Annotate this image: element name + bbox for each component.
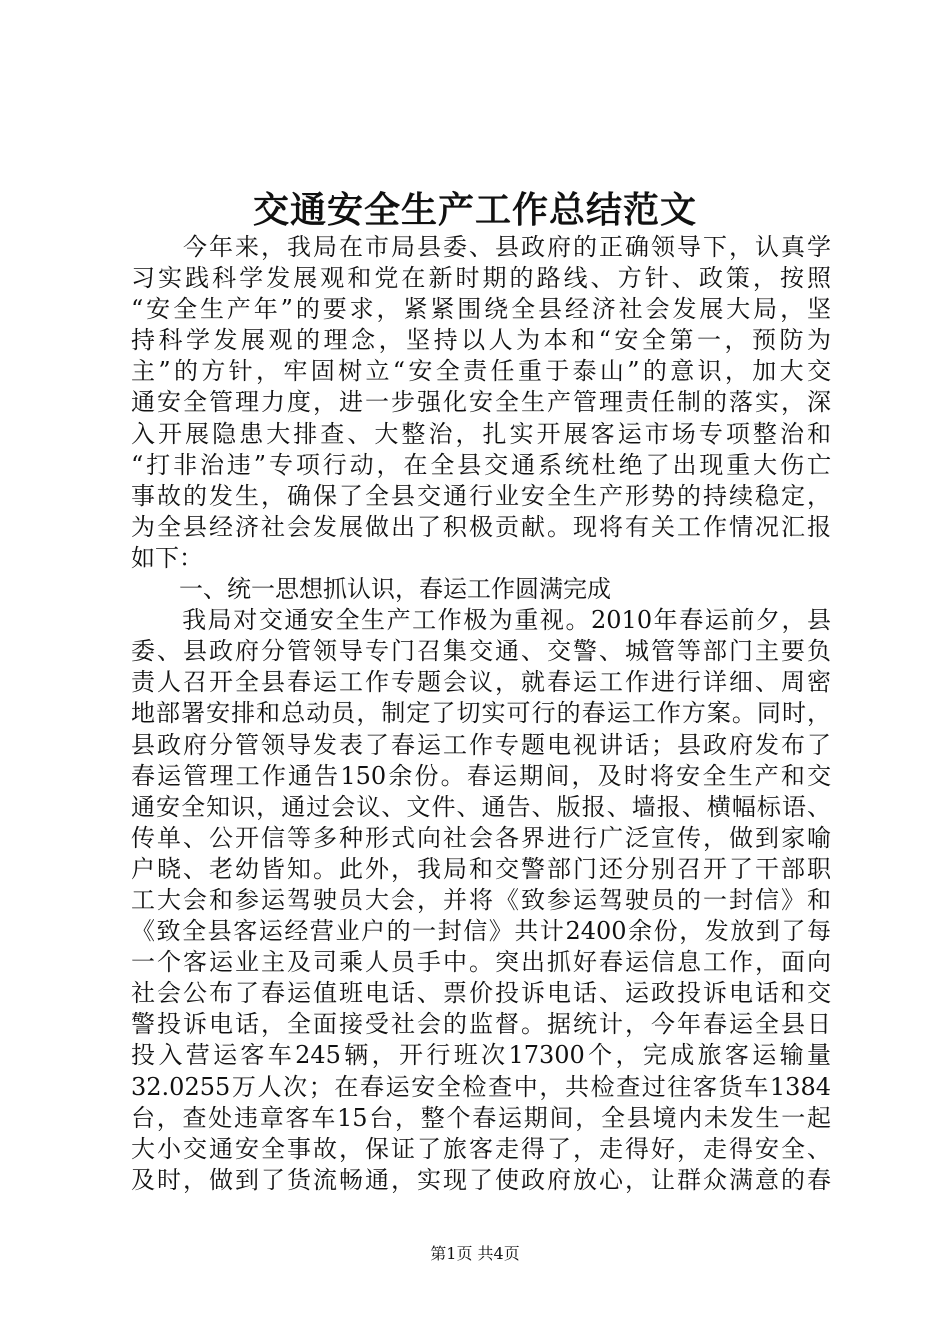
body-line: 传单、公开信等多种形式向社会各界进行广泛宣传，做到家喻 [131, 823, 831, 852]
body-line: 主”的方针，牢固树立“安全责任重于泰山”的意识，加大交 [131, 357, 831, 386]
body-line: 如下： [131, 543, 203, 572]
body-line: “安全生产年”的要求，紧紧围绕全县经济社会发展大局，坚 [131, 295, 831, 324]
body-line: 投入营运客车245辆，开行班次17300个，完成旅客运输量 [131, 1041, 831, 1070]
body-line: 责人召开全县春运工作专题会议，就春运工作进行详细、周密 [131, 668, 831, 697]
body-line: 一、统一思想抓认识，春运工作圆满完成 [131, 575, 611, 604]
document-title: 交通安全生产工作总结范文 [252, 189, 697, 231]
page-footer: 第1页 共4页 [430, 1244, 520, 1263]
body-line: 入开展隐患大排查、大整治，扎实开展客运市场专项整治和 [131, 419, 831, 448]
body-line: 《致全县客运经营业户的一封信》共计2400余份，发放到了每 [131, 917, 831, 946]
body-line: 县政府分管领导发表了春运工作专题电视讲话；县政府发布了 [131, 730, 831, 759]
body-line: 春运管理工作通告150余份。春运期间，及时将安全生产和交 [131, 761, 831, 790]
body-line: 持科学发展观的理念，坚持以人为本和“安全第一，预防为 [131, 326, 831, 355]
body-line: 通安全知识，通过会议、文件、通告、版报、墙报、横幅标语、 [131, 792, 831, 821]
body-line: 事故的发生，确保了全县交通行业安全生产形势的持续稳定， [131, 481, 831, 510]
body-line: 我局对交通安全生产工作极为重视。2010年春运前夕，县 [131, 606, 831, 635]
body-line: 习实践科学发展观和党在新时期的路线、方针、政策，按照 [131, 264, 831, 293]
body-line: 社会公布了春运值班电话、票价投诉电话、运政投诉电话和交 [131, 979, 831, 1008]
body-line: 台，查处违章客车15台，整个春运期间，全县境内未发生一起 [131, 1103, 831, 1132]
body-line: 工大会和参运驾驶员大会，并将《致参运驾驶员的一封信》和 [131, 885, 831, 914]
body-line: 今年来，我局在市局县委、县政府的正确领导下，认真学 [131, 233, 831, 261]
body-line: 为全县经济社会发展做出了积极贡献。现将有关工作情况汇报 [131, 512, 831, 541]
body-line: 32.0255万人次；在春运安全检查中，共检查过往客货车1384 [131, 1072, 831, 1101]
body-line: 警投诉电话，全面接受社会的监督。据统计，今年春运全县日 [131, 1010, 831, 1039]
body-line: “打非治违”专项行动，在全县交通系统杜绝了出现重大伤亡 [131, 450, 831, 479]
body-line: 通安全管理力度，进一步强化安全生产管理责任制的落实，深 [131, 388, 831, 417]
document-body [131, 232, 831, 1196]
body-line: 户晓、老幼皆知。此外，我局和交警部门还分别召开了干部职 [131, 854, 831, 883]
body-line: 委、县政府分管领导专门召集交通、交警、城管等部门主要负 [131, 637, 831, 666]
body-line: 地部署安排和总动员，制定了切实可行的春运工作方案。同时， [131, 699, 831, 728]
body-line: 大小交通安全事故，保证了旅客走得了，走得好，走得安全、 [131, 1134, 831, 1163]
body-line: 一个客运业主及司乘人员手中。突出抓好春运信息工作，面向 [131, 948, 831, 977]
body-line: 及时，做到了货流畅通，实现了使政府放心，让群众满意的春 [131, 1165, 831, 1194]
